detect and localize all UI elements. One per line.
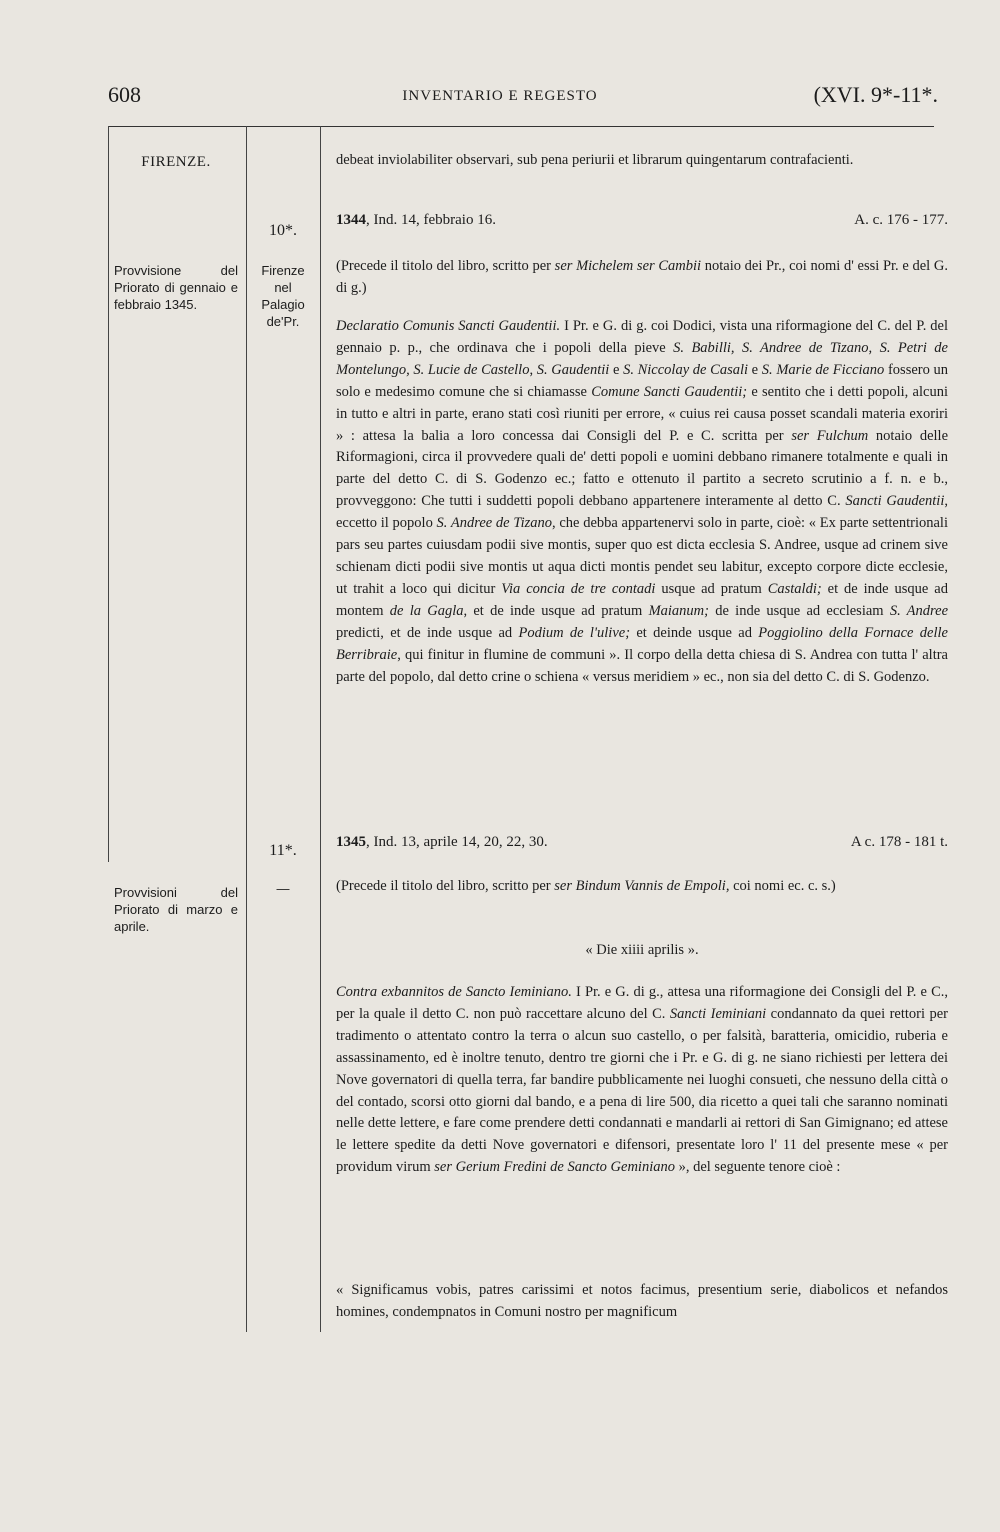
column-divider-2-lower: [320, 862, 321, 1332]
entry-11-title-note: (Precede il titolo del libro, scritto per ser Bindum Vannis de Empoli, coi nomi ec. c. s.): [336, 878, 836, 894]
entry-11-heading: [336, 834, 948, 851]
entry-10-year: 1344: [336, 212, 366, 228]
entry-number-11: 11*.: [269, 842, 297, 859]
entry-11-year: 1345: [336, 834, 366, 850]
entry-location-11: —: [276, 881, 290, 896]
entry-10-reference: A. c. 176 - 177.: [854, 212, 948, 228]
margin-note-1: Provvisione del Priorato di gennaio e febbraio 1345.: [114, 263, 238, 312]
entry-10-title-note: (Precede il titolo del libro, scritto per ser Michelem ser Cambii notaio dei Pr., coi nomi d' essi Pr. e del G. di g.): [336, 258, 948, 296]
column-divider-1-lower: [246, 862, 247, 1332]
header-rule: [108, 126, 934, 127]
column-divider-1: [246, 126, 247, 862]
entry-10-date: , Ind. 14, febbraio 16.: [366, 212, 496, 228]
left-border: [108, 126, 109, 862]
margin-place: FIRENZE.: [141, 154, 211, 170]
entry-location-10: Firenze nel Palagio de'Pr.: [261, 263, 305, 329]
entry-10-heading: [336, 212, 948, 229]
entry-10-body: Declaratio Comunis Sancti Gaudentii. I Pr. e G. di g. coi Dodici, vista una riformagione del C. del P. del gennaio p. p., che ordinava che i popoli della pieve S. Babilli, S. Andree de Tizano, S. Petri de Montelungo, S. Lucie de Castello, S. Gaudentii e S. Niccolay de Casali e S. Marie de Ficciano fossero un solo e medesimo comune che si chiamasse Comune Sancti Gaudentii; e sentito che i detti popoli, alcuni in tutto e altri in parte, erano stati così riuniti per errore, « cuius rei causa posset scandali materia exoriri » : attesa la balia a loro concessa dai Consigli del P. e C. scritta per ser Fulchum notaio delle Riformagioni, circa il provvedere quali de' detti popoli e uomini debbano rimanere totalmente e quali in parte del detto C. di S. Godenzo ec.; fatto e ottenuto il partito a secreto scrutinio a f. n. e b., provveggono: Che tutti i suddetti popoli debbano appartenere interamente al detto C. Sancti Gaudentii, eccetto il popolo S. Andree de Tizano, che debba appartenervi solo in parte, cioè: « Ex parte settentrionali pars seu partes cuiusdam podii sive montis, super quo est dicta ecclesia S. Andree, usque ad crinem sive schienam dicti podii sive montis ut aqua dicti montis pendet seu labitur, excepto corpore dicte ecclesie, ut trahit a loco qui dicitur Via concia de tre contadi usque ad pratum Castaldi; et de inde usque ad montem de la Gagla, et de inde usque ad pratum Maianum; de inde usque ad ecclesiam S. Andree predicti, et de inde usque ad Podium de l'ulive; et deinde usque ad Poggiolino della Fornace delle Berribraie, qui finitur in flumine de communi ». Il corpo della detta chiesa di S. Andrea con tutta l' altra parte del popolo, dal detto crine o schiena « versus meridiem » ec., non sia del detto C. di S. Godenzo.: [336, 318, 949, 685]
entry-11-date-line: « Die xiiii aprilis ».: [585, 942, 699, 958]
entry-number-10: 10*.: [269, 222, 297, 239]
running-title: INVENTARIO E REGESTO: [402, 88, 598, 104]
column-divider-2: [320, 126, 321, 862]
page-number: 608: [108, 82, 141, 107]
entry-range: (XVI. 9*-11*.: [813, 82, 938, 107]
entry-11-date: , Ind. 13, aprile 14, 20, 22, 30.: [366, 834, 548, 850]
entry-11-quotation: « Significamus vobis, patres carissimi et notos facimus, presentium serie, diabolicos et nefandos homines, condempnatos in Comuni nostro per magnificum: [336, 1282, 948, 1320]
entry-11-body: Contra exbannitos de Sancto Ieminiano. I Pr. e G. di g., attesa una riformagione dei Consigli del P. e C., per la quale il detto C. non può raccettare alcuno del C. Sancti Ieminiani condannato da quei rettori per tradimento o attentato contro la terra o alcun suo castello, o per falsità, baratteria, omicidio, ruberia e assassinamento, ed è inoltre tenuto, dentro tre giorni che i Pr. e G. di g. ne siano richiesti per lettera dei Nove governatori di quella terra, far bandire pubblicamente nei luoghi consueti, che nessuno della città o del contado, scorsi otto giorni dal bando, e a pena di lire 500, dia ricetto a quei tali che saranno nominati nelle dette lettere, e fare come prendere detti condannati e mandarli ai rettori di San Gimignano; ed attese le lettere spedite da detti Nove governatori e difensori, presentate loro l' 11 del presente mese « per providum virum ser Gerium Fredini de Sancto Geminiano », del seguente tenore cioè :: [336, 984, 948, 1176]
entry-11-reference: A c. 178 - 181 t.: [850, 834, 948, 850]
intro-paragraph: debeat inviolabiliter observari, sub pena periurii et librarum quingentarum contrafacienti.: [336, 152, 854, 168]
margin-note-2: Provvisioni del Priorato di marzo e aprile.: [114, 885, 238, 934]
